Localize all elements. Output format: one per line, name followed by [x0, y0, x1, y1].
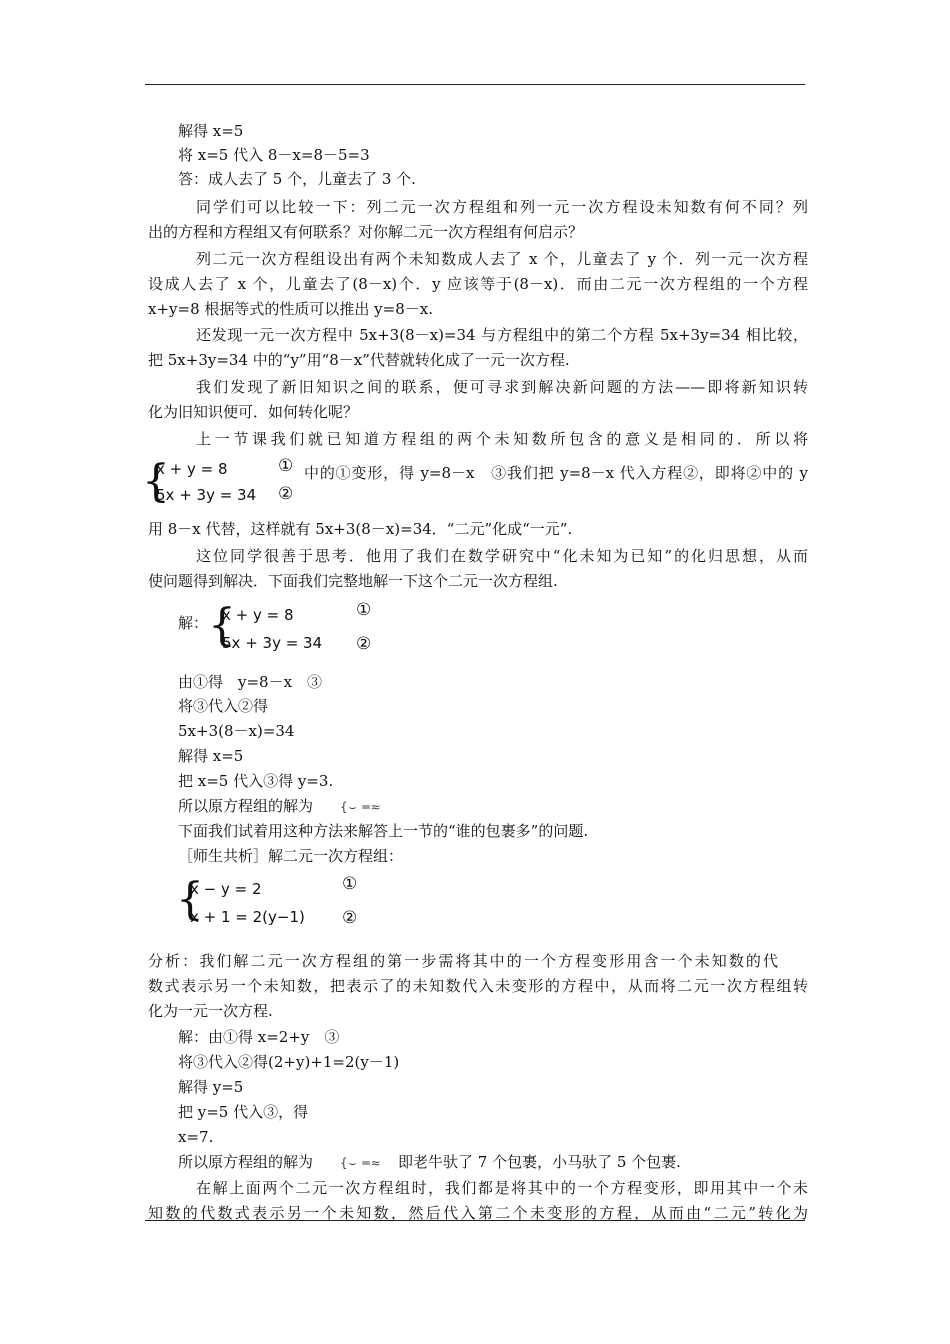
- text-line: 把 x=5 代入③得 y=3.: [178, 772, 334, 790]
- equation-2: 5x + 3y = 34: [156, 486, 257, 504]
- paragraph-line: 列二元一次方程组设出有两个未知数成人去了 x 个，儿童去了 y 个．列一元一次方程: [196, 250, 808, 268]
- text-line: 解得 x=5: [178, 747, 244, 765]
- paragraph-line: 用 8－x 代替，这样就有 5x+3(8－x)=34．“二元”化成“一元”.: [148, 520, 573, 538]
- text-line: 把 y=5 代入③，得: [178, 1103, 309, 1121]
- footer-rule: [145, 1220, 805, 1221]
- text-line: 解得 y=5: [178, 1078, 244, 1096]
- paragraph-line: x+y=8 根据等式的性质可以推出 y=8－x.: [148, 300, 433, 318]
- paragraph-line: 设成人去了 x 个，儿童去了(8－x)个．y 应该等于(8－x)．而由二元一次方程组的一个方程: [148, 275, 808, 293]
- paragraph-line: 我们发现了新旧知识之间的联系，便可寻求到解决新问题的方法——即将新知识转: [196, 378, 808, 396]
- brace-glyph: {: [176, 874, 204, 925]
- equation-marker-2: ②: [342, 908, 358, 928]
- paragraph-line: 使问题得到解决．下面我们完整地解一下这个二元一次方程组.: [148, 572, 558, 590]
- text-line: 由①得 y=8－x ③: [178, 673, 323, 691]
- text-line: 所以原方程组的解为: [178, 797, 314, 815]
- equation-1: x + y = 8: [222, 606, 294, 624]
- paragraph-line: 这位同学很善于思考．他用了我们在数学研究中“化未知为已知”的化归思想，从而: [196, 547, 808, 565]
- equation-1: x + y = 8: [156, 460, 228, 478]
- text-line: 解：由①得 x=2+y ③: [178, 1028, 340, 1046]
- equation-system-2: [208, 600, 378, 660]
- paragraph-line: 上一节课我们就已知道方程组的两个未知数所包含的意义是相同的．所以将: [196, 430, 808, 448]
- equation-2: 5x + 3y = 34: [222, 634, 323, 652]
- text-line: 将 x=5 代入 8－x=8－5=3: [178, 146, 370, 164]
- equation-marker-1: ①: [342, 874, 358, 894]
- paragraph-line: 化为一元一次方程.: [148, 1002, 273, 1020]
- paragraph-line: 把 5x+3y=34 中的“y”用“8－x”代替就转化成了一元一次方程.: [148, 351, 570, 369]
- paragraph-line: 出的方程和方程组又有何联系？对你解二元一次方程组有何启示？: [148, 223, 584, 241]
- paragraph-line: 化为旧知识便可．如何转化呢？: [148, 403, 359, 421]
- equation-marker-1: ①: [356, 600, 372, 620]
- header-rule: [145, 84, 805, 85]
- equation-1: x − y = 2: [190, 880, 262, 898]
- brace-glyph: {: [208, 600, 236, 651]
- text-line: ［师生共析］解二元一次方程组：: [178, 847, 404, 865]
- paragraph-line: 还发现一元一次方程中 5x+3(8－x)=34 与方程组中的第二个方程 5x+3y=34 相比较，: [196, 326, 808, 344]
- equation-marker-2: ②: [278, 484, 294, 504]
- text-line: 5x+3(8－x)=34: [178, 722, 295, 740]
- brace-glyph: {: [142, 456, 170, 507]
- text-line: 下面我们试着用这种方法来解答上一节的“谁的包裹多”的问题.: [178, 822, 589, 840]
- paragraph-line: 数式表示另一个未知数，把表示了的未知数代入未变形的方程中，从而将二元一次方程组转: [148, 977, 808, 995]
- equation-system-1: [142, 456, 292, 516]
- text-line: 将③代入②得(2+y)+1=2(y－1): [178, 1053, 400, 1071]
- equation-marker-2: ②: [356, 634, 372, 654]
- paragraph-line: 中的①变形，得 y=8－x ③我们把 y=8－x 代入方程②，即将②中的 y: [304, 464, 808, 482]
- text-line: 将③代入②得: [178, 697, 269, 715]
- text-line: x=7.: [178, 1128, 214, 1146]
- solution-image-icon: {⌣ ═≈: [340, 1156, 382, 1170]
- paragraph-line: 同学们可以比较一下：列二元一次方程组和列一元一次方程设未知数有何不同？列: [196, 198, 808, 216]
- solution-image-icon: {⌣ ═≈: [340, 800, 382, 814]
- equation-2: x + 1 = 2(y−1): [190, 908, 305, 926]
- text-line: 答：成人去了 5 个，儿童去了 3 个.: [178, 170, 416, 188]
- paragraph-line: 分析：我们解二元一次方程组的第一步需将其中的一个方程变形用含一个未知数的代: [148, 952, 778, 970]
- equation-system-3: [176, 872, 376, 932]
- paragraph-line: 知数的代数式表示另一个未知数，然后代入第二个未变形的方程，从而由“二元”转化为: [148, 1204, 808, 1222]
- paragraph-line: 在解上面两个二元一次方程组时，我们都是将其中的一个方程变形，即用其中一个未: [196, 1179, 808, 1197]
- text-line: 即老牛驮了 7 个包裹，小马驮了 5 个包裹.: [398, 1153, 681, 1171]
- text-line: 解得 x=5: [178, 122, 244, 140]
- solution-label: 解：: [178, 614, 209, 632]
- text-line: 所以原方程组的解为: [178, 1153, 314, 1171]
- equation-marker-1: ①: [278, 456, 294, 476]
